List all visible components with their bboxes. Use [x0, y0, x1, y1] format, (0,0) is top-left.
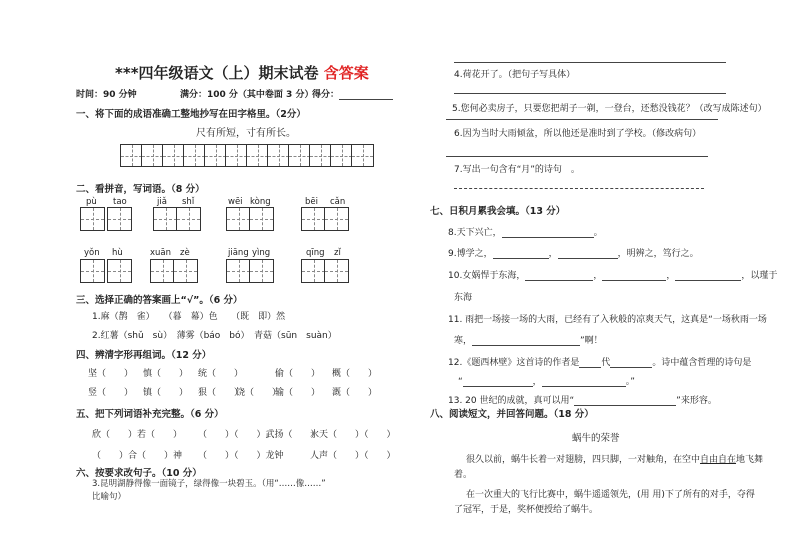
rewrite-q3-line1: 3.昆明湖静得像一面镜子，绿得像一块碧玉。（用“……像……”: [92, 479, 326, 489]
answer-line-q3[interactable]: [454, 62, 726, 63]
fill-q11: 11. 雨把一场接一场的大雨，已经有了入秋般的凉爽天气，这真是“一场秋雨一场: [448, 315, 767, 325]
rewrite-q3-line2: 比喻句）: [92, 492, 127, 502]
answer-line-q4[interactable]: [454, 93, 726, 94]
section-2-heading: 二、看拼音，写词语。（8 分）: [76, 184, 205, 195]
story-para-2-cont: 了冠军，于是，奖杯便授给了蜗牛。: [454, 505, 599, 515]
score-blank[interactable]: [339, 89, 393, 100]
section-4-heading: 四、辨清字形再组词。（12 分）: [76, 350, 212, 361]
fill-q11-cont: 寒， ”啊！: [454, 336, 603, 346]
rewrite-q4: 4.荷花开了。（把句子写具体）: [454, 70, 576, 80]
exam-meta: [76, 87, 137, 100]
answer-line-q5[interactable]: [446, 119, 718, 120]
title-main: ***四年级语文（上）期末试卷: [115, 64, 319, 82]
story-para-1-cont: 着。: [454, 470, 473, 480]
section-8-heading: 八、阅读短文，并回答问题。（18 分）: [430, 409, 594, 420]
section-3-heading: 三、选择正确的答案画上“√”。（6 分）: [76, 295, 243, 306]
idiom-text: 尺有所短，寸有所长。: [196, 128, 296, 139]
choice-q2[interactable]: 2.红薯（shǔ sù） 薄雾（báo bó） 青菇（sūn suàn）: [92, 331, 337, 341]
fill-q10: 10.女娲悍于东海， ， ， ，以瑾于: [448, 271, 778, 281]
exam-full-score: 满分：100 分（其中卷面 3 分）: [180, 90, 314, 100]
fill-q12-cont: “ ， 。”: [458, 377, 635, 387]
section-7-heading: 七、日积月累我会填。（13 分）: [430, 206, 566, 217]
story-para-2: 在一次重大的飞行比赛中，蜗牛遥遥领先，(用 用)下了所有的对手，夺得: [466, 490, 755, 500]
exam-got-score: 得分：: [312, 87, 393, 100]
exam-time: 时间：90 分钟: [76, 90, 137, 100]
rewrite-q7: 7.写出一句含有“月”的诗句 。: [454, 165, 580, 175]
answer-line-q6[interactable]: [446, 156, 708, 157]
section-6-heading: 六、按要求改句子。（10 分）: [76, 468, 202, 479]
section-5-heading: 五、把下列词语补充完整。（6 分）: [76, 409, 224, 420]
paper-title: [115, 62, 369, 83]
section-1-heading: 一、将下面的成语准确工整地抄写在田字格里。（2分）: [76, 109, 306, 120]
underlined-phrase: 自由自在: [700, 455, 737, 465]
choice-q1[interactable]: 1.麻（鹊 雀） （暮 幕）色 （既 即）然: [92, 312, 286, 322]
fill-q8: 8.天下兴亡， 。: [448, 228, 603, 238]
blank-q8[interactable]: [502, 227, 594, 238]
story-para-1: 很久以前，蜗牛长着一对翅膀，四只脚，一对触角，在空中自由自在地飞舞: [466, 455, 764, 465]
fill-q9: 9.博学之， ， ，明辨之，笃行之。: [448, 249, 699, 259]
answer-line-q7[interactable]: [454, 188, 704, 189]
fill-q12: 12.《题西林壁》这首诗的作者是 代 。诗中蕴含哲理的诗句是: [448, 358, 752, 368]
fill-q10-cont: 东海: [454, 293, 473, 303]
rewrite-q6: 6.因为当时大雨倾盆，所以他还是准时到了学校。（修改病句）: [454, 129, 702, 139]
answer-badge: 含答案: [323, 64, 369, 82]
story-title: 蜗牛的荣誉: [572, 433, 620, 444]
fill-q13: 13. 20 世纪的成就，真可以用“ ”来形容。: [448, 396, 717, 406]
rewrite-q5: 5.您何必卖房子，只要您把胡子一剃，一登台，还愁没钱花？（改写成陈述句）: [452, 104, 767, 114]
